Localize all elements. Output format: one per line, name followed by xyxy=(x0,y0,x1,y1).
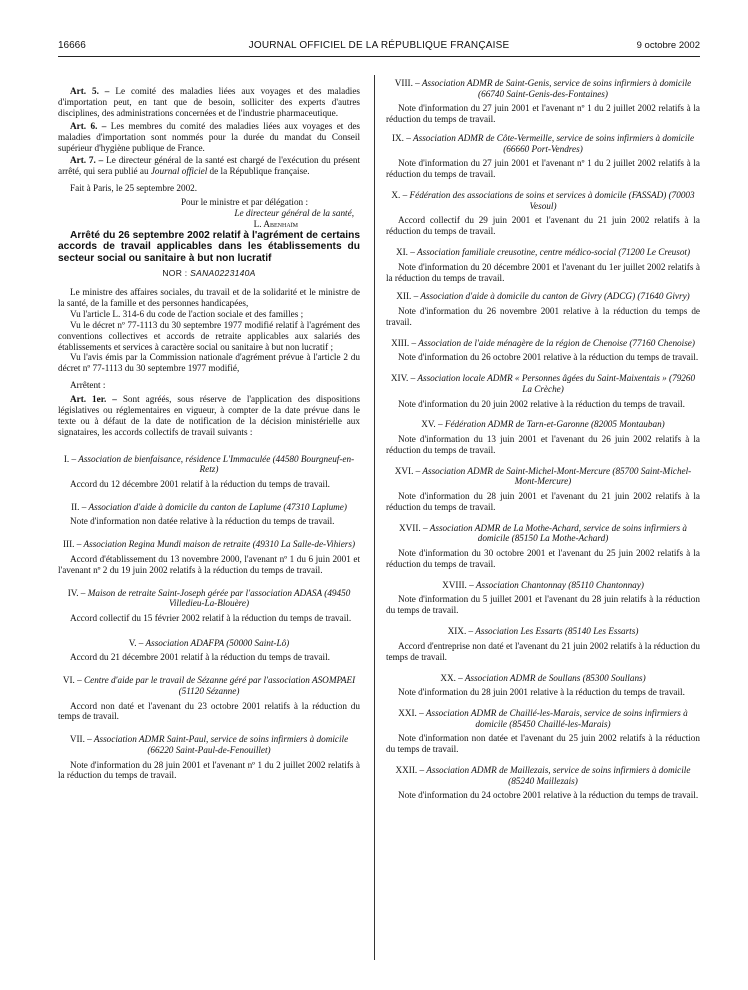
page-header xyxy=(58,40,700,54)
section-title: Association ADMR de Saint-Michel-Mont-Mercure (85700 Saint-Michel-Mont-Mercure) xyxy=(422,465,692,487)
section-body: Note d'information du 27 juin 2001 et l'avenant nº 1 du 2 juillet 2002 relatifs à la réduction du temps de travail. xyxy=(386,158,700,180)
agreement-section xyxy=(386,373,700,409)
section-heading xyxy=(58,734,360,755)
nor-label: NOR : xyxy=(162,268,188,279)
section-heading xyxy=(58,539,360,550)
agreement-section xyxy=(58,502,360,528)
left-column xyxy=(58,86,360,781)
agreement-section xyxy=(386,523,700,570)
section-heading xyxy=(386,419,700,430)
section-title: Association ADMR de Soullans (85300 Soullans) xyxy=(464,672,646,683)
section-heading xyxy=(386,291,700,302)
section-heading xyxy=(386,466,700,487)
section-body: Note d'information du 26 octobre 2001 relative à la réduction du temps de travail. xyxy=(398,352,699,363)
section-body: Note d'information du 24 octobre 2001 relative à la réduction du temps de travail. xyxy=(398,790,699,801)
section-heading xyxy=(58,675,360,696)
section-title: Maison de retraite Saint-Joseph gérée par l'association ADASA (49450 Villedieu-La-Blouère) xyxy=(87,587,351,609)
section-number: XXI. – xyxy=(398,708,424,719)
section-number: VI. – xyxy=(62,675,82,686)
section-body: Note d'information du 28 juin 2001 et l'avenant du 21 juin 2002 relatifs à la réduction du temps de travail. xyxy=(386,491,700,512)
section-number: V. – xyxy=(128,637,144,648)
section-number: I. – xyxy=(63,453,77,464)
header-rule xyxy=(58,56,700,57)
section-title: Association locale ADMR « Personnes âgées du Saint-Maixentais » (79260 La Crèche) xyxy=(417,373,696,394)
agreement-section xyxy=(386,419,700,455)
section-title: Association Les Essarts (85140 Les Essarts) xyxy=(475,626,639,637)
preamble-vu-1: Vu l'article L. 314-6 du code de l'action sociale et des familles ; xyxy=(70,308,304,319)
right-column xyxy=(386,78,700,801)
agreement-section xyxy=(58,454,360,490)
section-heading xyxy=(58,454,360,475)
section-title: Association ADMR de Maillezais, service de soins infirmiers à domicile (85240 Maillezais) xyxy=(426,765,691,786)
section-body: Accord d'entreprise non daté et l'avenant du 21 juin 2002 relatifs à la réduction du temps de travail. xyxy=(386,640,700,662)
section-body: Accord du 21 décembre 2001 relatif à la réduction du temps de travail. xyxy=(70,652,330,663)
section-number: XVIII. – xyxy=(442,579,474,590)
section-body: Note d'information du 5 juillet 2001 et l'avenant du 28 juin relatifs à la réduction du temps de travail. xyxy=(386,594,700,616)
section-number: III. – xyxy=(62,539,82,550)
section-title: Association ADAFPA (50000 Saint-Lô) xyxy=(145,637,290,648)
section-heading xyxy=(386,373,700,394)
section-number: XIX. – xyxy=(447,626,474,637)
agreement-section xyxy=(58,675,360,722)
section-body: Note d'information du 26 novembre 2001 relative à la réduction du temps de travail. xyxy=(386,306,700,327)
section-body: Note d'information du 27 juin 2001 et l'avenant nº 1 du 2 juillet 2002 relatifs à la réduction du temps de travail. xyxy=(386,103,700,125)
article-text: Le comité des maladies liées aux voyages et des maladies d'importation peut, en tant que de besoin, solliciter des experts d'autres disciplines, des administrations concernées et de l'industrie pharmaceutique. xyxy=(58,86,360,118)
section-body: Accord du 12 décembre 2001 relatif à la réduction du temps de travail. xyxy=(70,478,330,489)
agreement-section xyxy=(58,638,360,664)
section-heading xyxy=(58,502,360,513)
preamble-ministers: Le ministre des affaires sociales, du travail et de la solidarité et le ministre de la santé, de la famille et des personnes handicapées, xyxy=(58,287,360,308)
article-6 xyxy=(58,121,360,154)
agreement-section xyxy=(386,673,700,699)
nor-code: SANA0223140A xyxy=(190,268,256,279)
section-body: Note d'information non datée relative à la réduction du temps de travail. xyxy=(70,516,335,527)
section-number: II. – xyxy=(71,501,87,512)
article-label: Art. 1er. – xyxy=(70,394,117,405)
article-text: Le directeur général de la santé est chargé de l'exécution du présent arrêté, qui sera publié au xyxy=(58,155,361,177)
signature-title: Le directeur général de la santé, xyxy=(234,208,354,219)
section-title: Association Regina Mundi maison de retraite (49310 La Salle-de-Vihiers) xyxy=(83,539,356,550)
section-number: XI. – xyxy=(395,247,415,257)
section-number: XIV. – xyxy=(390,373,416,384)
section-body: Note d'information du 28 juin 2001 et l'avenant nº 1 du 2 juillet 2002 relatifs à la réduction du temps de travail. xyxy=(58,759,360,781)
section-title: Association de l'aide ménagère de la région de Chenoise (77160 Chenoise) xyxy=(418,337,695,348)
agreement-section xyxy=(386,708,700,755)
section-heading xyxy=(386,523,700,544)
signature-place-date: Fait à Paris, le 25 septembre 2002. xyxy=(70,183,198,194)
article-text: Les membres du comité des maladies liées aux voyages et des maladies d'importation sont nommés pour la durée du mandat du Conseil supérieur d'hygiène publique de France. xyxy=(58,120,361,153)
agreement-section xyxy=(386,466,700,513)
section-heading xyxy=(386,338,700,349)
section-title: Fédération des associations de soins et services à domicile (FASSAD) (70003 Vesoul) xyxy=(409,190,695,211)
agreement-section xyxy=(386,291,700,327)
section-number: IX. – xyxy=(391,133,411,143)
section-heading xyxy=(386,626,700,637)
article-text: de la République française. xyxy=(209,166,310,177)
section-body: Note d'information du 13 juin 2001 et l'avenant du 26 juin 2002 relatifs à la réduction du temps de travail. xyxy=(386,434,700,455)
agreement-section xyxy=(386,580,700,616)
section-title: Association ADMR de Chaillé-les-Marais, service de soins infirmiers à domicile (85450 Chaillé-les-Marais) xyxy=(425,708,688,729)
section-body: Note d'information non datée et l'avenant du 25 juin 2002 relatifs à la réduction du temps de travail. xyxy=(386,733,700,755)
agreement-section xyxy=(58,539,360,575)
section-number: XIII. – xyxy=(391,337,417,348)
section-body: Note d'information du 20 décembre 2001 et l'avenant du 1er juillet 2002 relatifs à la réduction du temps de travail. xyxy=(386,261,700,283)
section-heading xyxy=(386,78,700,99)
section-heading xyxy=(386,708,700,729)
section-body: Accord d'établissement du 13 novembre 2000, l'avenant nº 1 du 6 juin 2001 et l'avenant nº 2 du 19 juin 2002 relatifs à la réduction du temps de travail. xyxy=(58,553,360,575)
agreement-section xyxy=(386,133,700,180)
section-number: XV. – xyxy=(421,419,443,430)
section-body: Note d'information du 20 juin 2002 relative à la réduction du temps de travail. xyxy=(398,398,685,409)
article-label: Art. 6. – xyxy=(70,120,107,131)
section-heading xyxy=(58,588,360,609)
section-heading xyxy=(386,190,700,211)
agreement-section xyxy=(58,734,360,781)
section-heading xyxy=(386,673,700,684)
section-title: Association ADMR de La Mothe-Achard, service de soins infirmiers à domicile (85150 La Mothe-Achard) xyxy=(429,522,687,544)
section-number: IV. – xyxy=(67,587,86,598)
agreement-section xyxy=(386,247,700,283)
column-divider xyxy=(374,75,375,960)
section-title: Association de bienfaisance, résidence L'Immaculée (44580 Bourgneuf-en-Retz) xyxy=(78,453,355,475)
section-number: VIII. – xyxy=(394,78,420,88)
preamble-vu-3: Vu l'avis émis par la Commission nationale d'agrément prévue à l'article 2 du décret nº 77-1113 du 30 septembre 1977 modifié, xyxy=(58,352,360,374)
page-number: 16666 xyxy=(58,40,86,51)
section-title: Association d'aide à domicile du canton de Givry (ADCG) (71640 Givry) xyxy=(420,291,690,302)
section-heading xyxy=(386,580,700,591)
article-7 xyxy=(58,155,360,177)
article-5 xyxy=(58,86,360,119)
agreement-section xyxy=(386,338,700,364)
section-title: Association familiale creusotine, centre médico-social (71200 Le Creusot) xyxy=(417,247,691,257)
section-heading xyxy=(58,638,360,649)
signature-name: L. Abenhaïm xyxy=(253,218,298,229)
section-number: VII. – xyxy=(69,734,92,745)
signature-delegation: Pour le ministre et par délégation : xyxy=(180,197,308,208)
section-number: XXII. – xyxy=(395,765,425,776)
agreement-section xyxy=(386,765,700,801)
right-sections xyxy=(386,78,700,801)
section-title: Association ADMR de Saint-Genis, service de soins infirmiers à domicile (66740 Saint-Genis-des-Fontaines) xyxy=(421,78,692,99)
issue-date: 9 octobre 2002 xyxy=(636,40,700,51)
section-body: Note d'information du 28 juin 2001 relative à la réduction du temps de travail. xyxy=(398,687,685,698)
journal-name: Journal officiel xyxy=(150,166,208,177)
arretent-label: Arrêtent : xyxy=(70,380,106,391)
article-label: Art. 5. – xyxy=(70,86,110,96)
section-heading xyxy=(386,765,700,786)
article-1 xyxy=(58,394,360,438)
left-sections xyxy=(58,454,360,782)
section-title: Association ADMR de Côte-Vermeille, service de soins infirmiers à domicile (66660 Port-Vendres) xyxy=(413,133,695,154)
section-body: Note d'information du 30 octobre 2001 et l'avenant du 25 juin 2002 relatifs à la réduction du temps de travail. xyxy=(386,548,700,569)
section-body: Accord collectif du 15 février 2002 relatif à la réduction du temps de travail. xyxy=(70,612,352,623)
preamble-vu-2: Vu le décret nº 77-1113 du 30 septembre 1977 modifié relatif à l'agrément des conventions collectives et accords de retraite applicables aux salariés des établissements et services à caractère social ou sanitaire à but non lucratif ; xyxy=(58,319,360,352)
section-number: XII. – xyxy=(396,291,419,302)
article-label: Art. 7. – xyxy=(70,155,104,166)
article-text: Sont agréés, sous réserve de l'application des dispositions législatives ou réglementaires en vigueur, à compter de la date prévue dans le texte ou à défaut de la date de notification de la décision ministérielle aux signataires, les accords collectifs de travail suivants : xyxy=(58,394,360,437)
agreement-section xyxy=(386,78,700,125)
agreement-section xyxy=(386,190,700,237)
arrete-title: Arrêté du 26 septembre 2002 relatif à l'agrément de certains accords de travail applicables dans les établissements du secteur social ou sanitaire à but non lucratif xyxy=(58,229,360,264)
section-number: X. – xyxy=(391,190,408,200)
section-title: Association Chantonnay (85110 Chantonnay) xyxy=(475,579,644,590)
section-number: XVII. – xyxy=(399,522,428,533)
section-heading xyxy=(386,247,700,258)
nor-reference xyxy=(58,268,360,279)
journal-title: JOURNAL OFFICIEL DE LA RÉPUBLIQUE FRANÇAISE xyxy=(248,40,510,51)
section-body: Accord collectif du 29 juin 2001 et l'avenant du 21 juin 2002 relatifs à la réduction du temps de travail. xyxy=(386,215,700,237)
section-title: Fédération ADMR de Tarn-et-Garonne (82005 Montauban) xyxy=(444,419,665,430)
agreement-section xyxy=(386,626,700,662)
section-title: Association d'aide à domicile du canton de Laplume (47310 Laplume) xyxy=(88,501,347,512)
section-title: Centre d'aide par le travail de Sézanne géré par l'association ASOMPAEI (51120 Sézanne) xyxy=(84,675,356,696)
section-number: XX. – xyxy=(440,672,463,683)
agreement-section xyxy=(58,588,360,624)
section-number: XVI. – xyxy=(394,465,421,476)
section-heading xyxy=(386,133,700,154)
section-body: Accord non daté et l'avenant du 23 octobre 2001 relatifs à la réduction du temps de travail. xyxy=(58,700,360,722)
section-title: Association ADMR Saint-Paul, service de soins infirmiers à domicile (66220 Saint-Paul-de-Fenouillet) xyxy=(93,734,349,755)
